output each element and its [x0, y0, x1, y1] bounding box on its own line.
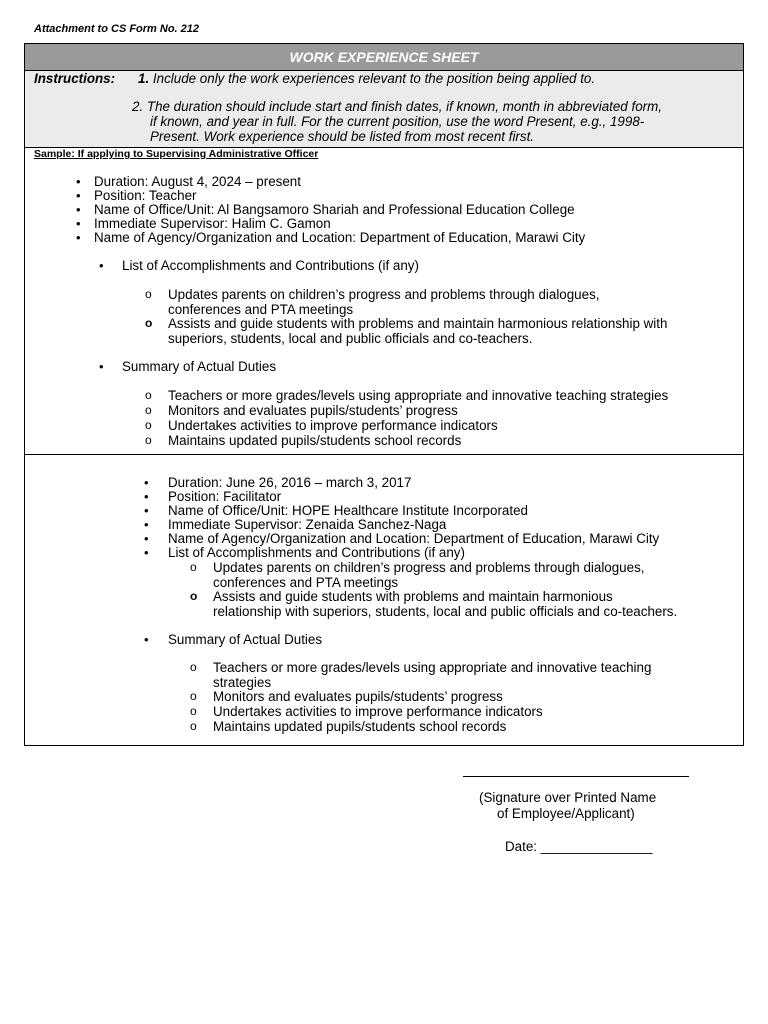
attachment-label: Attachment to CS Form No. 212 [34, 23, 200, 35]
bullet-icon: • [144, 517, 149, 532]
bullet-icon: • [76, 216, 81, 231]
date-field: Date: _______________ [505, 839, 653, 854]
entry2-office: Name of Office/Unit: HOPE Healthcare Institute Incorporated [168, 503, 528, 518]
bullet-icon: • [99, 359, 104, 374]
bullet-icon: • [76, 202, 81, 217]
sub-bullet-icon: o [190, 589, 198, 603]
instruction-item-2-line2: if known, and year in full. For the current position, use the word Present, e.g., 1998- [150, 114, 645, 129]
entry2-duty1-line1: Teachers or more grades/levels using appropriate and innovative teaching [213, 660, 652, 675]
bullet-icon: • [99, 258, 104, 273]
sheet-title: WORK EXPERIENCE SHEET [25, 44, 743, 71]
entry2-supervisor: Immediate Supervisor: Zenaida Sanchez-Naga [168, 517, 447, 532]
entry1-acc1-line2: conferences and PTA meetings [168, 302, 354, 317]
sub-bullet-icon: o [190, 660, 197, 674]
entry1-duration: Duration: August 4, 2024 – present [94, 174, 301, 189]
sub-bullet-icon: o [145, 388, 152, 402]
entry2-acc1-line1: Updates parents on children’s progress and problems through dialogues, [213, 560, 645, 575]
entry1-acc2-line1: Assists and guide students with problems and maintain harmonious relationship with [168, 316, 668, 331]
entry2-acc2-line1: Assists and guide students with problems and maintain harmonious [213, 589, 613, 604]
instruction-item-1-text: Include only the work experiences relevant to the position being applied to. [152, 71, 596, 86]
bullet-icon: • [76, 230, 81, 245]
sub-bullet-icon: o [145, 287, 152, 301]
entry1-acc2-line2: superiors, students, local and public officials and co-teachers. [168, 331, 533, 346]
instruction-item-1-number: 1. [138, 71, 150, 86]
instructions-label: Instructions: [34, 71, 116, 86]
bullet-icon: • [144, 531, 149, 546]
entry2-duration: Duration: June 26, 2016 – march 3, 2017 [168, 475, 412, 490]
entry1-duty1: Teachers or more grades/levels using appropriate and innovative teaching strategies [168, 388, 669, 403]
bullet-icon: • [144, 545, 149, 560]
bullet-icon: • [144, 489, 149, 504]
sample-label: Sample: If applying to Supervising Administrative Officer [34, 148, 319, 160]
sub-bullet-icon: o [145, 433, 152, 447]
entry2-duty4: Maintains updated pupils/students school records [213, 719, 507, 734]
entry1-agency: Name of Agency/Organization and Location: Department of Education, Marawi City [94, 230, 586, 245]
entry2-acc2-line2: relationship with superiors, students, local and public officials and co-teachers. [213, 604, 678, 619]
instruction-item-2 [132, 99, 734, 144]
entry1-office: Name of Office/Unit: Al Bangsamoro Shariah and Professional Education College [94, 202, 575, 217]
sub-bullet-icon: o [190, 704, 197, 718]
entry2-acc1-line2: conferences and PTA meetings [213, 575, 399, 590]
entry2-duty3: Undertakes activities to improve performance indicators [213, 704, 543, 719]
entry1-duty2: Monitors and evaluates pupils/students’ progress [168, 403, 458, 418]
entry2-duty2: Monitors and evaluates pupils/students’ progress [213, 689, 503, 704]
bullet-icon: • [144, 475, 149, 490]
instruction-item-2-line3: Present. Work experience should be listed from most recent first. [150, 129, 535, 144]
signature-caption-line2: of Employee/Applicant) [497, 806, 635, 821]
sub-bullet-icon: o [145, 418, 152, 432]
entry1-duties-title: Summary of Actual Duties [122, 359, 277, 374]
work-experience-sheet [24, 43, 744, 746]
sub-bullet-icon: o [190, 689, 197, 703]
entry1-acc1-line1: Updates parents on children’s progress and problems through dialogues, [168, 287, 600, 302]
entry1-supervisor: Immediate Supervisor: Halim C. Gamon [94, 216, 331, 231]
signature-caption-line1: (Signature over Printed Name [479, 790, 657, 805]
entry2-position: Position: Facilitator [168, 489, 282, 504]
instructions-box [25, 71, 743, 148]
bullet-icon: • [76, 188, 81, 203]
entry1-accomplishments-title: List of Accomplishments and Contributions (if any) [122, 258, 419, 273]
signature-line [463, 776, 689, 777]
sub-bullet-icon: o [145, 403, 152, 417]
bullet-icon: • [144, 503, 149, 518]
entry1-duty4: Maintains updated pupils/students school records [168, 433, 462, 448]
sub-bullet-icon: o [145, 316, 153, 330]
entry2-duty1-line2: strategies [213, 675, 272, 690]
entry1-position: Position: Teacher [94, 188, 197, 203]
sub-bullet-icon: o [190, 560, 197, 574]
instruction-item-1 [138, 71, 595, 86]
sub-bullet-icon: o [190, 719, 197, 733]
bullet-icon: • [76, 174, 81, 189]
work-entry-1 [25, 148, 743, 455]
entry1-duty3: Undertakes activities to improve performance indicators [168, 418, 498, 433]
instruction-item-2-line1: 2. The duration should include start and finish dates, if known, month in abbreviated form, [132, 99, 662, 114]
work-entry-2 [25, 455, 743, 745]
entry2-duties-title: Summary of Actual Duties [168, 632, 323, 647]
entry2-accomplishments-title: List of Accomplishments and Contributions (if any) [168, 545, 465, 560]
entry2-agency: Name of Agency/Organization and Location: Department of Education, Marawi City [168, 531, 660, 546]
bullet-icon: • [144, 632, 149, 647]
